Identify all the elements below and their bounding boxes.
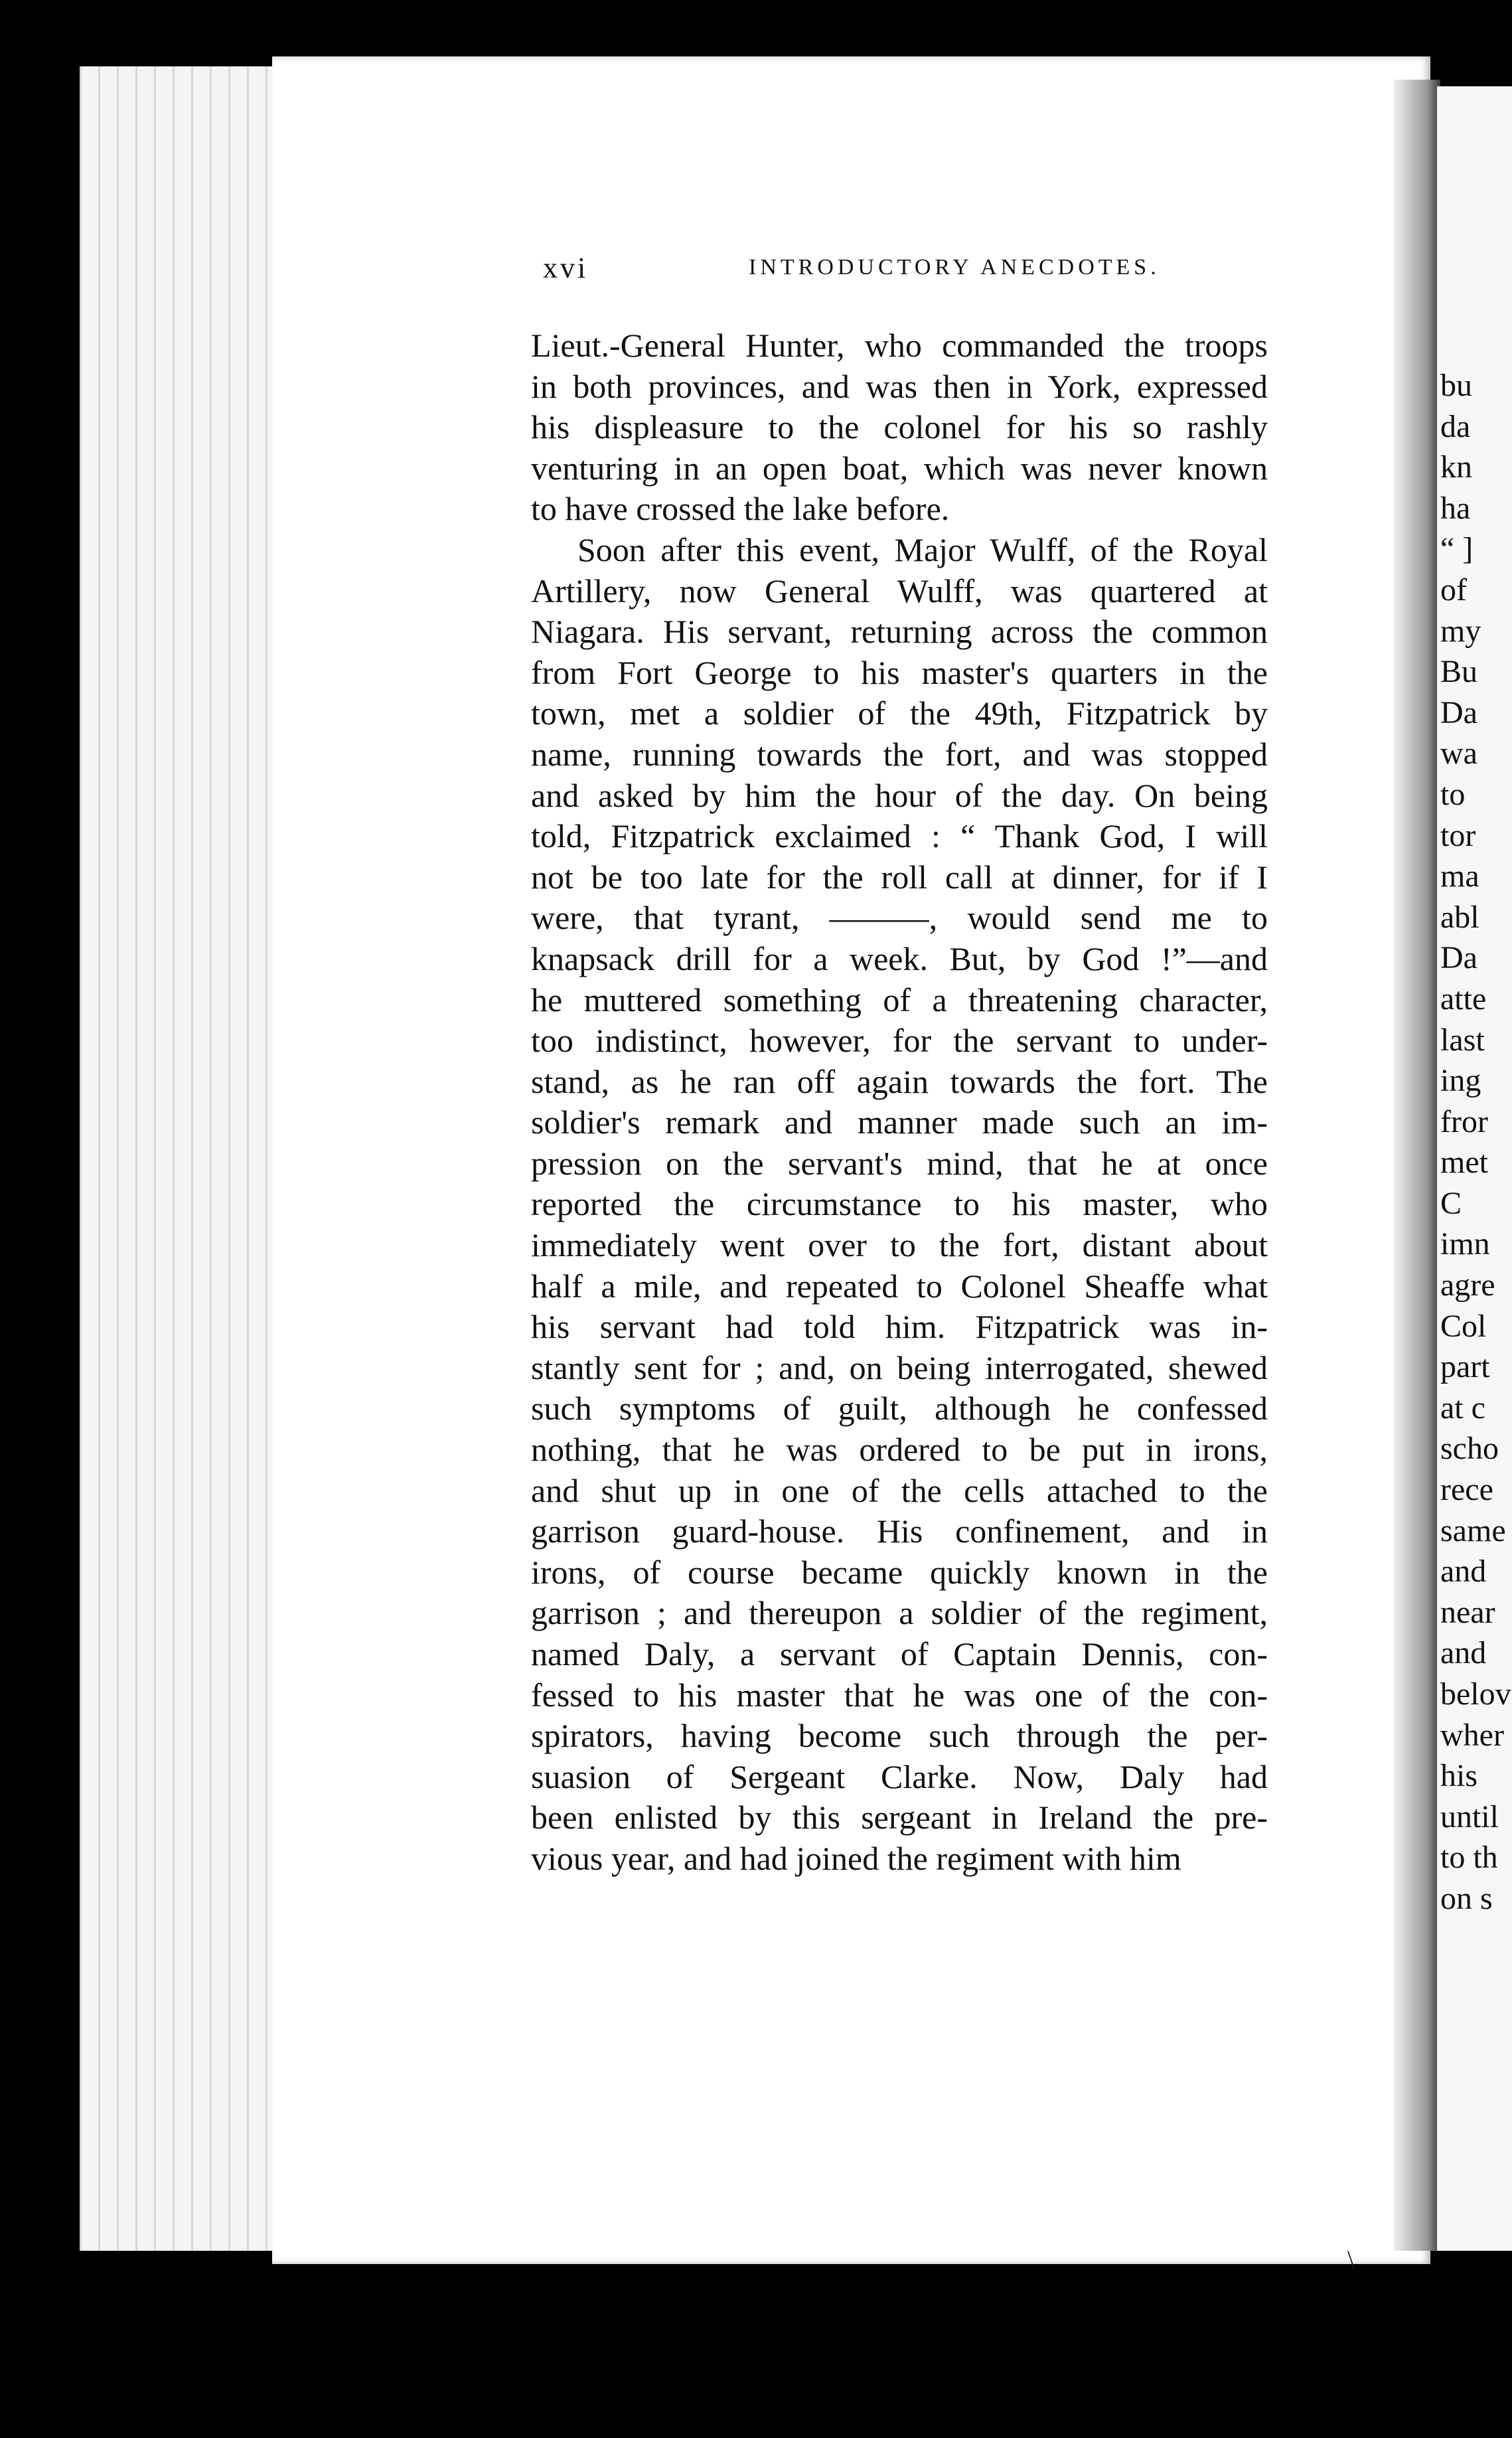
text-line: half a mile, and repeated to Colonel Sheaffe what: [531, 1267, 1268, 1305]
facing-page-fragment: Col: [1440, 1308, 1487, 1344]
facing-page-fragment: imn: [1440, 1226, 1490, 1262]
facing-page-fragment: ing: [1440, 1063, 1481, 1099]
body-text: [531, 325, 1268, 1880]
text-line: reported the circumstance to his master, who: [531, 1185, 1268, 1223]
text-line: stantly sent for ; and, on being interrogated, shewed: [531, 1348, 1268, 1386]
book-gutter: [1394, 80, 1440, 2251]
text-line: nothing, that he was ordered to be put in irons,: [531, 1431, 1268, 1469]
text-line: told, Fitzpatrick exclaimed : “ Thank God, I will: [531, 817, 1268, 855]
text-line: garrison ; and thereupon a soldier of the regiment,: [531, 1594, 1268, 1632]
facing-page-fragment: C: [1440, 1185, 1462, 1221]
text-line: fessed to his master that he was one of the con-: [531, 1676, 1268, 1714]
text-line: pression on the servant's mind, that he at once: [531, 1144, 1268, 1182]
text-line: immediately went over to the fort, distant about: [531, 1226, 1268, 1264]
text-line: such symptoms of guilt, although he confessed: [531, 1390, 1268, 1427]
facing-page-fragment: agre: [1440, 1267, 1495, 1303]
facing-page-fragment: last: [1440, 1022, 1485, 1058]
facing-page-fragment: met: [1440, 1145, 1488, 1180]
facing-page-fragment: belov: [1440, 1676, 1511, 1712]
facing-page-fragment: fror: [1440, 1103, 1488, 1139]
facing-page-fragment: my: [1440, 613, 1481, 649]
running-head: INTRODUCTORY ANECDOTES.: [749, 255, 1160, 280]
text-line: his servant had told him. Fitzpatrick was in-: [531, 1308, 1268, 1346]
facing-page-fragment: ma: [1440, 858, 1479, 894]
text-line: been enlisted by this sergeant in Ireland the pre-: [531, 1799, 1268, 1836]
text-line: and asked by him the hour of the day. On being: [531, 776, 1268, 814]
text-line: to have crossed the lake before.: [531, 490, 950, 528]
text-line: Soon after this event, Major Wulff, of the Royal: [577, 530, 1268, 568]
text-line: not be too late for the roll call at dinner, for if I: [531, 858, 1268, 896]
facing-page-fragment: and: [1440, 1635, 1487, 1671]
text-line: town, met a soldier of the 49th, Fitzpatrick by: [531, 694, 1268, 732]
facing-page-fragment: of: [1440, 572, 1467, 608]
text-line: spirators, having become such through the per-: [531, 1717, 1268, 1755]
text-line: suasion of Sergeant Clarke. Now, Daly had: [531, 1757, 1268, 1795]
page-header: [543, 251, 1220, 291]
facing-page-fragment: and: [1440, 1554, 1487, 1589]
facing-page-fragment: until: [1440, 1799, 1499, 1834]
facing-page-fragment: wher: [1440, 1717, 1504, 1753]
text-line: his displeasure to the colonel for his so rashly: [531, 408, 1268, 446]
text-line: venturing in an open boat, which was never known: [531, 449, 1268, 487]
text-line: he muttered something of a threatening character,: [531, 981, 1268, 1018]
text-line: Artillery, now General Wulff, was quartered at: [531, 572, 1268, 610]
text-line: Lieut.-General Hunter, who commanded the troops: [531, 327, 1268, 364]
facing-page-fragment: Da: [1440, 694, 1477, 730]
facing-page-fragment: at c: [1440, 1390, 1485, 1425]
text-line: stand, as he ran off again towards the fort. The: [531, 1062, 1268, 1100]
text-line: in both provinces, and was then in York, expressed: [531, 367, 1268, 405]
facing-page-fragment: near: [1440, 1594, 1495, 1630]
facing-page-fragment: Bu: [1440, 654, 1478, 690]
facing-page-text: [1440, 365, 1512, 1919]
text-line: were, that tyrant, ———, would send me to: [531, 899, 1268, 937]
text-line: knapsack drill for a week. But, by God !”—and: [531, 939, 1268, 977]
text-line: too indistinct, however, for the servant to under-: [531, 1022, 1268, 1060]
facing-page-fragment: ha: [1440, 490, 1471, 526]
facing-page-fragment: rece: [1440, 1472, 1493, 1508]
text-line: named Daly, a servant of Captain Dennis, con-: [531, 1635, 1268, 1672]
facing-page-fragment: wa: [1440, 736, 1477, 772]
facing-page-fragment: “ ]: [1440, 531, 1474, 567]
facing-page-fragment: on s: [1440, 1880, 1493, 1916]
page-edges: [80, 66, 292, 2251]
text-line: from Fort George to his master's quarters in the: [531, 653, 1268, 691]
facing-page-fragment: Da: [1440, 940, 1477, 976]
facing-page-fragment: his: [1440, 1758, 1478, 1794]
facing-page-fragment: same: [1440, 1512, 1506, 1548]
facing-page-fragment: atte: [1440, 981, 1487, 1016]
facing-page-fragment: kn: [1440, 449, 1472, 485]
page-number: xvi: [543, 252, 589, 284]
facing-page-fragment: bu: [1440, 368, 1472, 403]
text-line: soldier's remark and manner made such an im-: [531, 1103, 1268, 1141]
text-line: Niagara. His servant, returning across the common: [531, 613, 1268, 651]
facing-page-fragment: tor: [1440, 817, 1476, 853]
facing-page-fragment: to: [1440, 776, 1466, 812]
text-line: irons, of course became quickly known in the: [531, 1553, 1268, 1591]
print-mark: \: [1347, 2245, 1355, 2275]
text-line: and shut up in one of the cells attached to the: [531, 1471, 1268, 1509]
facing-page-fragment: part: [1440, 1349, 1490, 1385]
text-line: garrison guard-house. His confinement, and in: [531, 1512, 1268, 1550]
text-line: vious year, and had joined the regiment with him: [531, 1839, 1181, 1877]
facing-page-fragment: da: [1440, 408, 1471, 444]
facing-page-fragment: to th: [1440, 1840, 1498, 1876]
text-line: name, running towards the fort, and was stopped: [531, 735, 1268, 773]
facing-page-fragment: scho: [1440, 1431, 1499, 1467]
facing-page-fragment: abl: [1440, 899, 1479, 935]
